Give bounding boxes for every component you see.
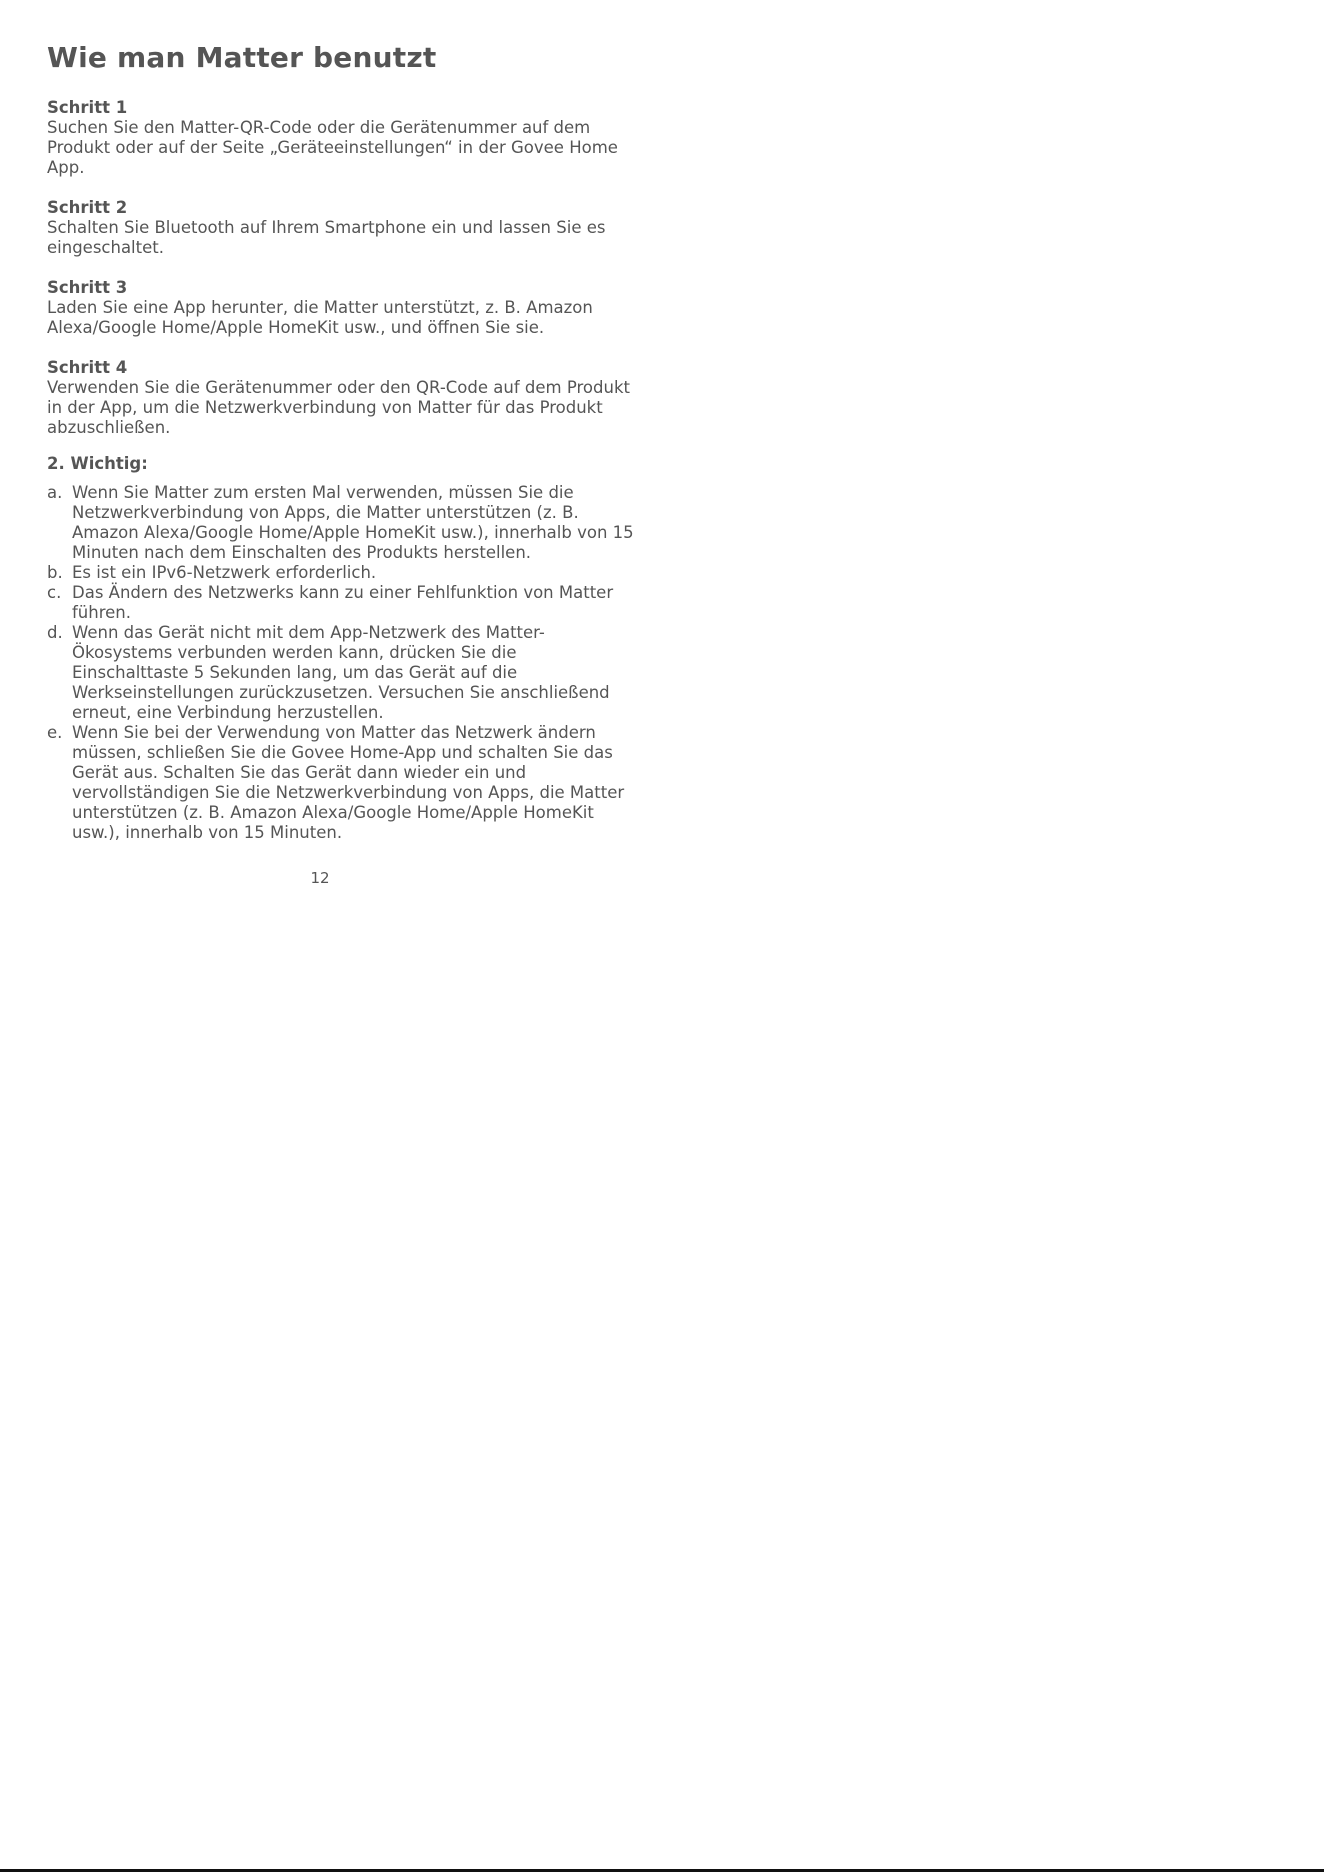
- list-marker: c.: [47, 583, 62, 602]
- important-list: [47, 483, 637, 843]
- list-marker: b.: [47, 563, 63, 582]
- important-heading: 2. Wichtig:: [47, 454, 148, 473]
- list-item: [47, 623, 637, 723]
- step-2-label: Schritt 2: [47, 198, 128, 217]
- step-4-label: Schritt 4: [47, 358, 128, 377]
- list-marker: e.: [47, 723, 63, 742]
- step-4: [47, 358, 637, 438]
- step-1-text: Suchen Sie den Matter-QR-Code oder die Gerätenummer auf dem Produkt oder auf der Seite „Geräteeinstellungen“ in der Govee Home App.: [47, 118, 618, 177]
- list-item: [47, 723, 637, 843]
- step-1-label: Schritt 1: [47, 98, 128, 117]
- step-3-text: Laden Sie eine App herunter, die Matter unterstützt, z. B. Amazon Alexa/Google Home/Apple HomeKit usw., und öffnen Sie sie.: [47, 298, 593, 337]
- list-item-text: Wenn Sie Matter zum ersten Mal verwenden, müssen Sie die Netzwerkverbindung von Apps, die Matter unterstützen (z. B. Amazon Alexa/Google Home/Apple HomeKit usw.), innerhalb von 15 Minuten nach dem Einschalten des Produkts herstellen.: [72, 483, 634, 562]
- list-item-text: Wenn Sie bei der Verwendung von Matter das Netzwerk ändern müssen, schließen Sie die Govee Home-App und schalten Sie das Gerät aus. Schalten Sie das Gerät dann wieder ein und vervollständigen Sie die Netzwerkverbindung von Apps, die Matter unterstützen (z. B. Amazon Alexa/Google Home/Apple HomeKit usw.), innerhalb von 15 Minuten.: [72, 723, 625, 842]
- list-item: [47, 563, 637, 583]
- step-3: [47, 278, 637, 338]
- list-item: [47, 483, 637, 563]
- list-marker: a.: [47, 483, 63, 502]
- list-item-text: Wenn das Gerät nicht mit dem App-Netzwerk des Matter-Ökosystems verbunden werden kann, drücken Sie die Einschalttaste 5 Sekunden lang, um das Gerät auf die Werkseinstellungen zurückzusetzen. Versuchen Sie anschließend erneut, eine Verbindung herzustellen.: [72, 623, 610, 722]
- document-page: [47, 38, 637, 843]
- list-item-text: Es ist ein IPv6-Netzwerk erforderlich.: [72, 563, 377, 582]
- page-title: Wie man Matter benutzt: [47, 41, 437, 74]
- list-item: [47, 583, 637, 623]
- step-4-text: Verwenden Sie die Gerätenummer oder den QR-Code auf dem Produkt in der App, um die Netzwerkverbindung von Matter für das Produkt abzuschließen.: [47, 378, 630, 437]
- step-2: [47, 198, 637, 258]
- step-1: [47, 98, 637, 178]
- list-item-text: Das Ändern des Netzwerks kann zu einer Fehlfunktion von Matter führen.: [72, 583, 614, 622]
- list-marker: d.: [47, 623, 63, 642]
- page-number: 12: [310, 869, 330, 887]
- step-3-label: Schritt 3: [47, 278, 128, 297]
- step-2-text: Schalten Sie Bluetooth auf Ihrem Smartphone ein und lassen Sie es eingeschaltet.: [47, 218, 606, 257]
